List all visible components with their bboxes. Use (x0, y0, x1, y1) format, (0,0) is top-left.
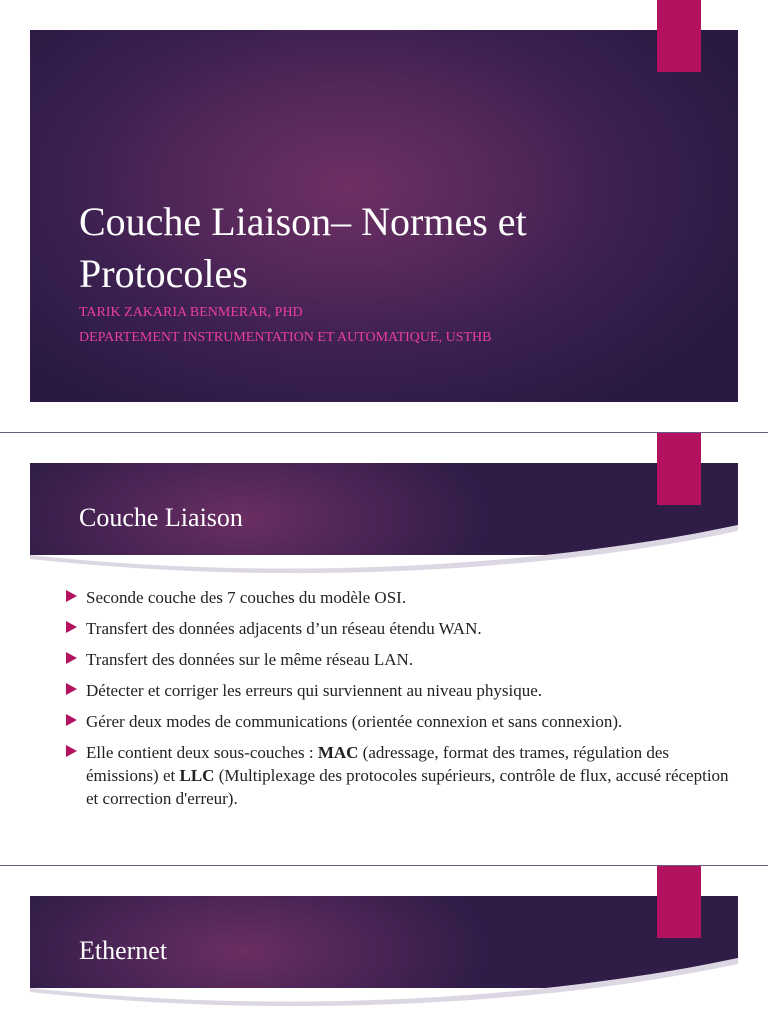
triangle-bullet-icon (66, 683, 77, 695)
author-line: TARIK ZAKARIA BENMERAR, PHD (79, 305, 303, 320)
list-item: Gérer deux modes de communications (orientée connexion et sans connexion). (62, 710, 742, 733)
bullet-list (62, 586, 742, 818)
slide-title: Couche Liaison (79, 503, 243, 532)
list-item: Elle contient deux sous-couches : MAC (adressage, format des trames, régulation des émissions) et LLC (Multiplexage des protocoles supérieurs, contrôle de flux, accusé réception et correction d'erreur). (62, 741, 742, 810)
slide-1 (0, 0, 768, 432)
triangle-bullet-icon (66, 714, 77, 726)
triangle-bullet-icon (66, 621, 77, 633)
list-item: Transfert des données sur le même réseau LAN. (62, 648, 742, 671)
presentation-title: Couche Liaison– Normes et Protocoles (79, 199, 527, 296)
accent-tab (657, 0, 701, 72)
triangle-bullet-icon (66, 652, 77, 664)
list-item: Détecter et corriger les erreurs qui surviennent au niveau physique. (62, 679, 742, 702)
department-line: DEPARTEMENT INSTRUMENTATION ET AUTOMATIQUE, USTHB (79, 330, 492, 345)
accent-tab (657, 433, 701, 505)
slide-3 (0, 866, 768, 1024)
header-swoosh (30, 958, 738, 1018)
accent-tab (657, 866, 701, 938)
header-swoosh (30, 525, 738, 585)
list-item: Seconde couche des 7 couches du modèle OSI. (62, 586, 742, 609)
triangle-bullet-icon (66, 590, 77, 602)
list-item: Transfert des données adjacents d’un réseau étendu WAN. (62, 617, 742, 640)
slide-title: Ethernet (79, 936, 168, 965)
triangle-bullet-icon (66, 745, 77, 757)
